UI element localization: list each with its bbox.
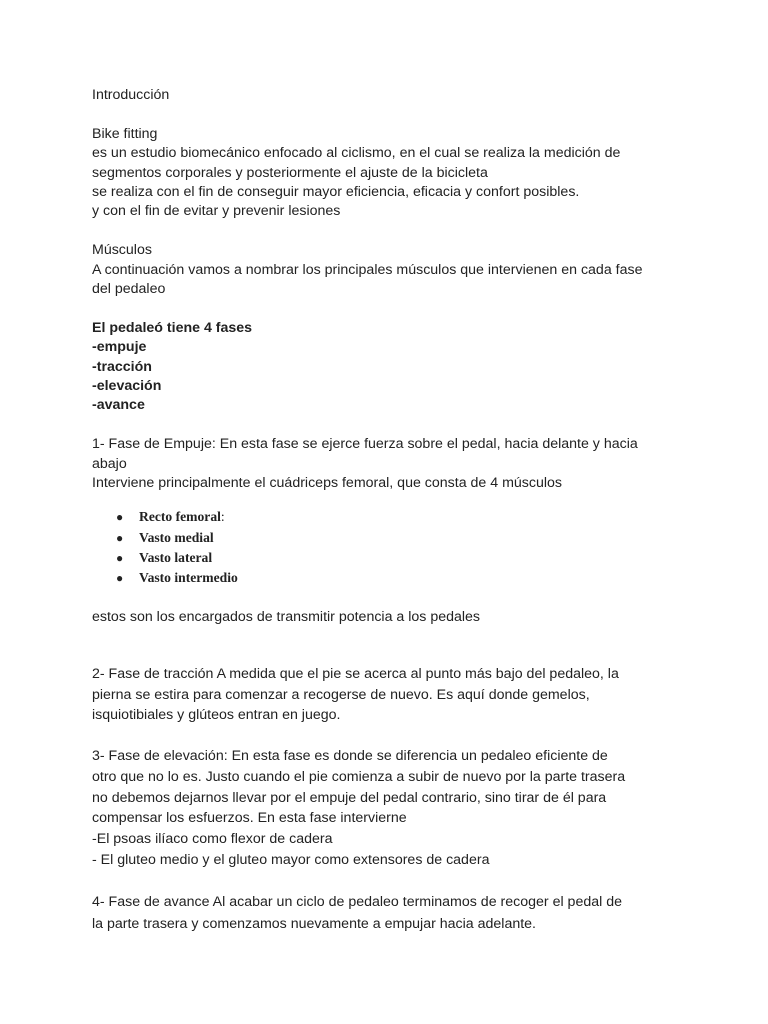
phase3-line-6: - El gluteo medio y el gluteo mayor como extensores de cadera [92, 852, 490, 869]
muscles-line-2: del pedaleo [92, 281, 166, 298]
spacer [92, 871, 692, 892]
phases-summary-title: El pedaleó tiene 4 fases [92, 319, 253, 336]
muscle-name: Vasto intermedio [139, 570, 238, 586]
spacer [92, 493, 692, 507]
phase1-line-3: Interviene principalmente el cuádriceps femoral, que consta de 4 músculos [92, 475, 563, 492]
muscles-heading: Músculos [92, 242, 152, 259]
bullet-icon: ● [116, 530, 124, 545]
spacer [92, 299, 692, 318]
phase1-line-2: abajo [92, 455, 127, 472]
phase-summary-item: -avance [92, 397, 145, 414]
list-item [116, 528, 692, 548]
spacer [92, 647, 692, 664]
intro-subheading: Bike fitting [92, 125, 158, 142]
phase3-line-2: otro que no lo es. Justo cuando el pie comienza a subir de nuevo por la parte trasera [92, 769, 626, 786]
list-item [116, 507, 692, 527]
phase3-line-5: -El psoas ilíaco como flexor de cadera [92, 830, 333, 847]
intro-line-4: y con el fin de evitar y prevenir lesiones [92, 203, 341, 220]
bullet-icon: ● [116, 571, 124, 586]
phase4-line-1: 4- Fase de avance Al acabar un ciclo de pedaleo terminamos de recoger el pedal de [92, 894, 622, 911]
phase3-line-1: 3- Fase de elevación: En esta fase es donde se diferencia un pedaleo eficiente de [92, 748, 608, 765]
muscle-name: Recto femoral [139, 509, 221, 525]
phase2-line-2: pierna se estira para comenzar a recogerse de nuevo. Es aquí donde gemelos, [92, 686, 590, 703]
list-item [116, 548, 692, 568]
phase-summary-item: -elevación [92, 378, 162, 395]
spacer [92, 628, 692, 647]
phase3-line-3: no debemos dejarnos llevar por el empuje del pedal contrario, sino tirar de él para [92, 789, 607, 806]
bullet-icon: ● [116, 510, 124, 525]
muscle-suffix: : [220, 509, 225, 525]
intro-line-2: segmentos corporales y posteriormente el ajuste de la bicicleta [92, 164, 488, 181]
muscle-name: Vasto lateral [139, 549, 213, 565]
intro-line-1: es un estudio biomecánico enfocado al ciclismo, en el cual se realiza la medición de [92, 145, 621, 162]
phase4-line-2: la parte trasera y comenzamos nuevamente a empujar hacia adelante. [92, 915, 537, 932]
spacer [92, 105, 692, 124]
intro-heading: Introducción [92, 87, 170, 103]
list-item [116, 568, 692, 588]
phase2-line-1: 2- Fase de tracción A medida que el pie se acerca al punto más bajo del pedaleo, la [92, 666, 619, 683]
phase2-line-3: isquiotibiales y glúteos entran en juego. [92, 707, 341, 724]
muscle-name: Vasto medial [139, 529, 214, 545]
spacer [92, 222, 692, 241]
muscles-line-1: A continuación vamos a nombrar los principales músculos que intervienen en cada fase [92, 261, 643, 278]
spacer [92, 726, 692, 747]
document-page [92, 86, 692, 935]
phase-summary-item: -empuje [92, 339, 147, 356]
spacer [92, 588, 692, 608]
bullet-icon: ● [116, 550, 124, 565]
quadriceps-list [92, 507, 692, 588]
phase1-closing: estos son los encargados de transmitir potencia a los pedales [92, 609, 481, 626]
phase1-line-1: 1- Fase de Empuje: En esta fase se ejerce fuerza sobre el pedal, hacia delante y hacia [92, 436, 638, 453]
intro-line-3: se realiza con el fin de conseguir mayor eficiencia, eficacia y confort posibles. [92, 184, 580, 201]
phase-summary-item: -tracción [92, 358, 152, 375]
spacer [92, 416, 692, 435]
phase3-line-4: compensar los esfuerzos. En esta fase intervierne [92, 810, 407, 827]
